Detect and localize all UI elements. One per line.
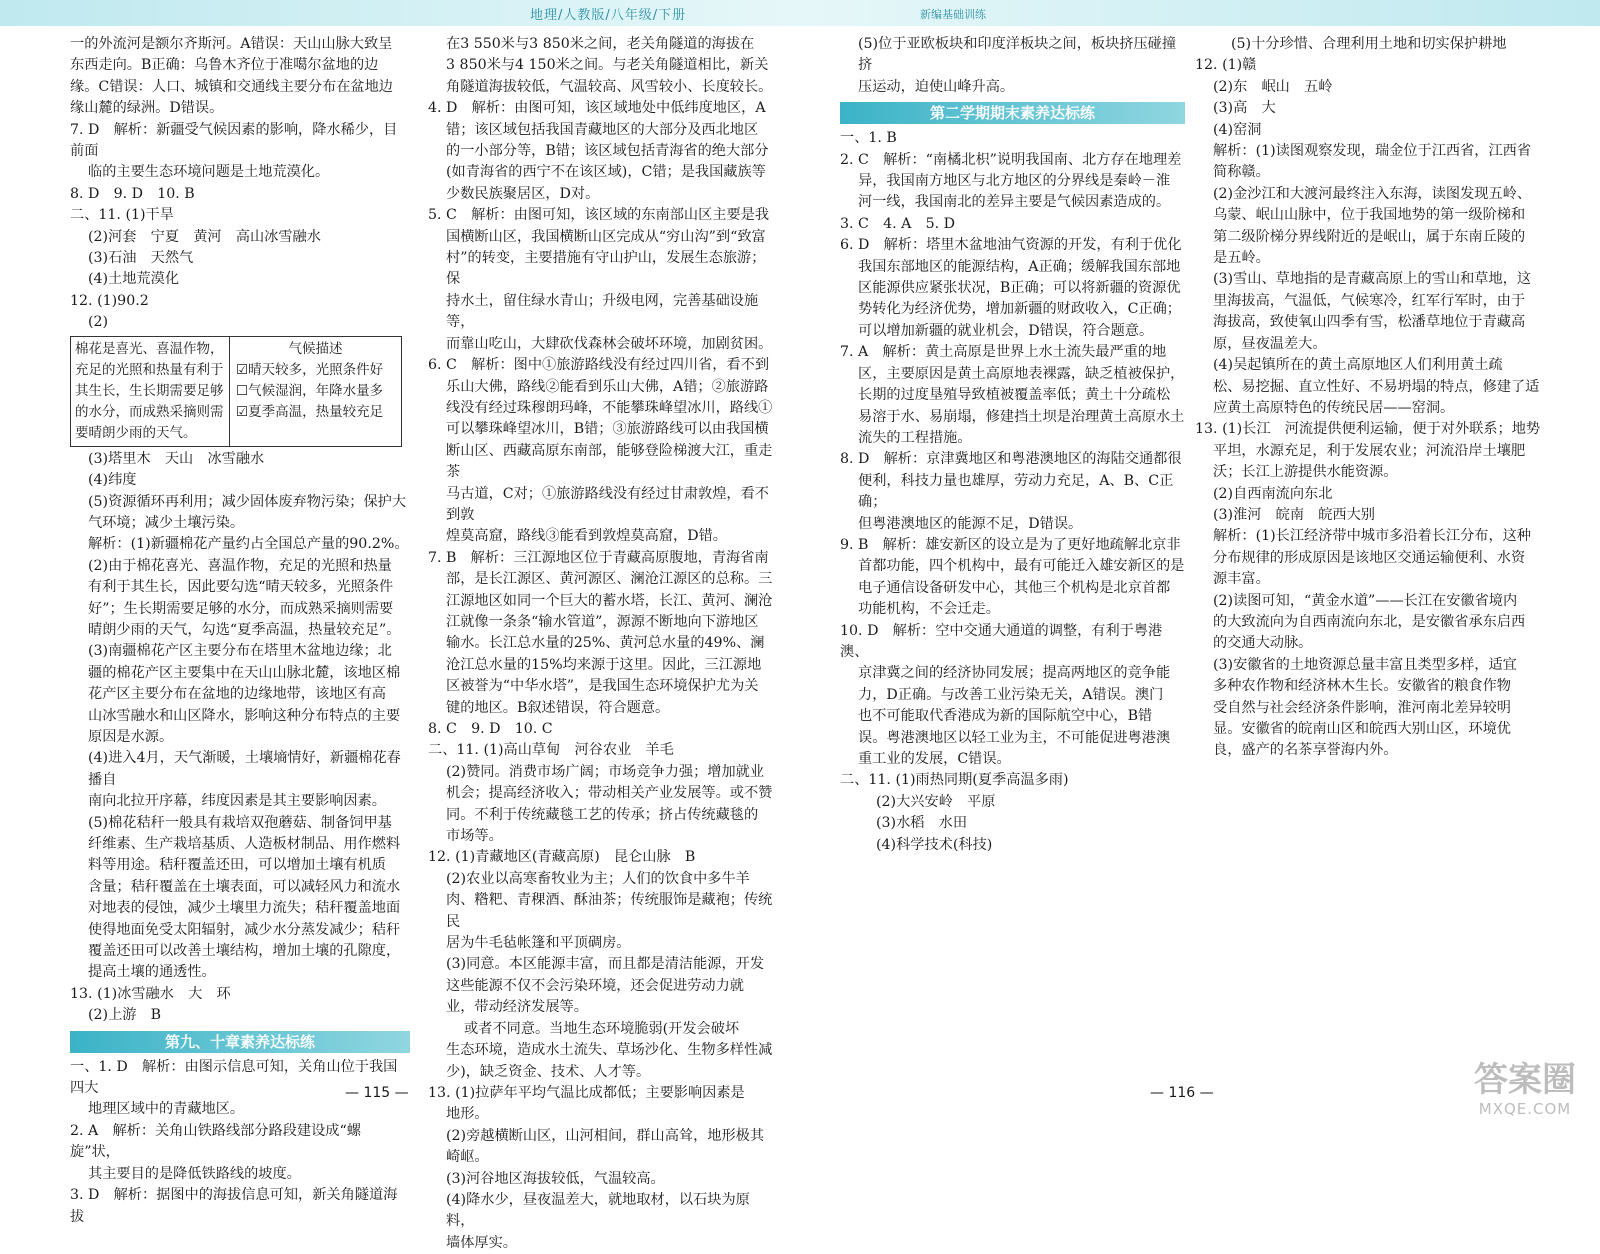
text-line: 同。不利于传统藏毯工艺的传承；挤占传统藏毯的 bbox=[446, 806, 759, 823]
text-line: 晴朗少雨的天气，勾选“夏季高温，热量较充足”。 bbox=[88, 621, 401, 638]
column-3 bbox=[840, 34, 1185, 856]
text-line: 电子通信设备研发中心，其他三个机构是北京首都 bbox=[858, 579, 1171, 596]
text-line: (3)河谷地区海拔较低，气温较高。 bbox=[446, 1170, 665, 1187]
text-line: 东西走向。B正确：乌鲁木齐位于准噶尔盆地的边 bbox=[70, 57, 379, 74]
answer-4: 4. D 解析：由图可知，该区域地处中低纬度地区，A bbox=[428, 100, 766, 117]
text-line: 是五岭。 bbox=[1213, 250, 1270, 267]
text-line: 缘。C错误：人口、城镇和交通线主要分布在盆地边 bbox=[70, 78, 393, 95]
text-line: (4)土地荒漠化 bbox=[88, 271, 180, 288]
text-line: 良，盛产的名茶享誉海内外。 bbox=[1213, 742, 1398, 759]
text-line: (2)读图可知，“黄金水道”——长江在安徽省境内 bbox=[1213, 592, 1518, 609]
text-line: 里海拔高，气温低，气候寒冷，红军行军时，由于 bbox=[1213, 292, 1526, 309]
text-line: 原因是水源。 bbox=[88, 728, 174, 745]
text-line: 可以攀珠峰望冰川，B错；③旅游路线可以由我国横 bbox=[446, 421, 769, 438]
answer-1: 一、1. B bbox=[840, 130, 897, 147]
text-line: 江源地区如同一个巨大的蓄水塔，长江、黄河、澜沧 bbox=[446, 592, 773, 609]
text-line: 料等用途。秸秆覆盖还田，可以增加土壤有机质 bbox=[88, 857, 386, 874]
text-line: 乌蒙、岷山山脉中，位于我国地势的第一级阶梯和 bbox=[1213, 207, 1526, 224]
header-bar bbox=[0, 0, 1600, 26]
text-line: (3)雪山、草地指的是青藏高原上的雪山和草地，这 bbox=[1213, 271, 1532, 288]
watermark-logo bbox=[1460, 1060, 1590, 1130]
watermark-url: MXQE.COM bbox=[1478, 1100, 1572, 1118]
text-line: 我国东部地区的能源结构，A正确；缓解我国东部地 bbox=[858, 258, 1181, 275]
text-line: 而靠山吃山，大肆砍伐森林会破坏环境，加剧贫困。 bbox=[446, 335, 773, 352]
answer-5: 5. C 解析：由图可知，该区域的东南部山区主要是我 bbox=[428, 207, 770, 224]
text-line: 业，带动经济发展等。 bbox=[446, 999, 588, 1016]
text-line: 区被誉为“中华水塔”，是我国生态环境保护尤为关 bbox=[446, 678, 759, 695]
column-2 bbox=[428, 34, 773, 1254]
text-line: 第二级阶梯分界线附近的是岷山，属于东南丘陵的 bbox=[1213, 228, 1526, 245]
answer-11: 二、11. (1)干旱 bbox=[70, 207, 174, 224]
text-line: 这些能源不仅不会污染环境，还会促进劳动力就 bbox=[446, 977, 744, 994]
text-line: 一的外流河是额尔齐斯河。A错误：天山山脉大致呈 bbox=[70, 36, 393, 52]
climate-option: ☐气候湿润，年降水量多 bbox=[236, 382, 384, 399]
header-title: 地理/人教版/八年级/下册 bbox=[530, 8, 687, 23]
text-line: 河一线，我国南北的差异主要是气候因素造成的。 bbox=[858, 194, 1171, 211]
answer-7: 7. D 解析：新疆受气候因素的影响，降水稀少，目前面 bbox=[70, 121, 398, 160]
text-line: 线没有经过珠穆朗玛峰，不能攀珠峰望冰川，路线① bbox=[446, 399, 773, 416]
section-banner: 第二学期期末素养达标练 bbox=[840, 102, 1185, 124]
text-line: 功能机构，不会迁走。 bbox=[858, 601, 1000, 618]
answer-8-10: 8. C 9. D 10. C bbox=[428, 721, 553, 737]
text-line: 或者不同意。当地生态环境脆弱(开发会破坏 bbox=[464, 1020, 740, 1037]
text-line: 花产区主要分布在盆地的边缘地带，该地区有高 bbox=[88, 686, 386, 703]
text-line: 可以增加新疆的就业机会，D错误，符合题意。 bbox=[858, 322, 1154, 339]
text-line: (2)上游 B bbox=[88, 1007, 162, 1024]
text-line: (3)安徽省的土地资源总量丰富且类型多样，适宜 bbox=[1213, 656, 1517, 673]
column-4 bbox=[1195, 34, 1545, 762]
text-line: 源丰富。 bbox=[1213, 571, 1270, 588]
text-line: (4)窑洞 bbox=[1213, 121, 1262, 138]
answer-8: 8. D 解析：京津冀地区和粤港澳地区的海陆交通都很 bbox=[840, 451, 1182, 468]
text-line: 流失的工程措施。 bbox=[858, 429, 972, 446]
text-line: 错；该区域包括我国青藏地区的大部分及西北地区 bbox=[446, 121, 759, 138]
text-line: 对地表的侵蚀，减少土壤里力流失；秸秆覆盖地面 bbox=[88, 900, 401, 917]
text-line: 应黄土高原特色的传统民居——窑洞。 bbox=[1213, 399, 1455, 416]
text-line: 好”；生长期需要足够的水分，而成熟采摘则需要 bbox=[88, 600, 394, 617]
answer-7: 7. B 解析：三江源地区位于青藏高原腹地，青海省南 bbox=[428, 549, 769, 566]
text-line: (2)旁越横断山区，山河相间，群山高耸，地形极其 bbox=[446, 1127, 765, 1144]
text-line: 南向北拉开序幕，纬度因素是其主要影响因素。 bbox=[88, 793, 386, 810]
text-line: 在3 550米与3 850米之间，老关角隧道的海拔在 bbox=[446, 36, 755, 52]
text-line: (3)塔里木 天山 冰雪融水 bbox=[88, 450, 265, 467]
section-banner: 第九、十章素养达标练 bbox=[70, 1031, 410, 1053]
text-line: 误。粤港澳地区以轻工业为主，不可能促进粤港澳 bbox=[858, 729, 1171, 746]
text-line: 解析：(1)新疆棉花产量约占全国总产量的90.2%。 bbox=[88, 536, 409, 553]
text-line: 分布规律的形成原因是该地区交通运输便利、水资 bbox=[1213, 549, 1526, 566]
climate-table bbox=[70, 336, 402, 447]
text-line: 键的地区。B叙述错误，符合题意。 bbox=[446, 699, 670, 716]
answer-9: 9. B 解析：雄安新区的设立是为了更好地疏解北京非 bbox=[840, 536, 1181, 553]
text-line: (4)降水少，昼夜温差大，就地取材，以石块为原料， bbox=[446, 1191, 750, 1230]
text-line: 便利，科技力量也雄厚，劳动力充足，A、B、C正确； bbox=[858, 472, 1174, 511]
text-line: 居为牛毛毡帐篷和平顶碉房。 bbox=[446, 935, 631, 952]
answer-12: 12. (1)赣 bbox=[1195, 57, 1257, 74]
text-line: 墙体厚实。 bbox=[446, 1234, 517, 1251]
text-line: 生态环境，造成水土流失、草场沙化、生物多样性减 bbox=[446, 1042, 773, 1059]
answer-13: 13. (1)冰雪融水 大 环 bbox=[70, 985, 231, 1002]
text-line: 输水。长江总水量的25%、黄河总水量的49%、澜 bbox=[446, 635, 765, 652]
watermark-text: 答案圈 bbox=[1474, 1060, 1576, 1100]
answer-11: 二、11. (1)高山草甸 河谷农业 羊毛 bbox=[428, 742, 674, 759]
text-line: 马古道，C对；①旅游路线没有经过甘肃敦煌，看不到敦 bbox=[446, 485, 769, 523]
text-line: 提高土壤的通透性。 bbox=[88, 964, 216, 981]
text-line: 覆盖还田可以改善土壤结构，增加土壤的孔隙度， bbox=[88, 943, 401, 960]
text-line: 煌莫高窟，路线③能看到敦煌莫高窟，D错。 bbox=[446, 528, 727, 545]
text-line: (3)淮河 皖南 皖西大别 bbox=[1213, 506, 1375, 523]
text-line: 的大致流向为自西南流向东北，是安徽省承东启西 bbox=[1213, 613, 1526, 630]
text-line: (5)十分珍惜、合理利用土地和切实保护耕地 bbox=[1231, 36, 1507, 52]
answer-10: 10. D 解析：空中交通大通道的调整，有利于粤港澳、 bbox=[840, 622, 1163, 660]
text-line: 势转化为经济优势，增加新疆的财政收入，C正确； bbox=[858, 301, 1181, 318]
text-line: 临的主要生态环境问题是土地荒漠化。 bbox=[88, 164, 330, 181]
climate-table-left: 棉花是喜光、喜温作物，充足的光照和热量有利于其生长，生长期需要足够的水分，而成熟采摘则需要晴朗少雨的天气。 bbox=[71, 337, 230, 446]
text-line: 部，是长江源区、黄河源区、澜沧江源区的总称。三 bbox=[446, 571, 773, 588]
text-line: 多种农作物和经济林木生长。安徽省的粮食作物 bbox=[1213, 678, 1511, 695]
answer-1: 一、1. D 解析：由图示信息可知，关角山位于我国四大 bbox=[70, 1058, 398, 1097]
text-line: 京津冀之间的经济协同发展；提高两地区的竞争能 bbox=[858, 665, 1171, 682]
answer-8-10: 8. D 9. D 10. B bbox=[70, 185, 195, 202]
climate-table-right bbox=[230, 337, 401, 446]
text-line: 市场等。 bbox=[446, 828, 503, 845]
text-line: 平坦，水源充足，利于发展农业；河流沿岸土壤肥 bbox=[1213, 442, 1526, 459]
text-line: 持水土，留住绿水青山；升级电网，完善基础设施等， bbox=[446, 292, 759, 331]
header-series: 新编基础训练 bbox=[920, 8, 986, 21]
text-line: 首都功能，四个机构中，最有可能迁入雄安新区的是 bbox=[858, 558, 1185, 575]
text-line: 使得地面免受太阳辐射，减少水分蒸发减少；秸秆 bbox=[88, 921, 401, 938]
text-line: 崎岖。 bbox=[446, 1149, 489, 1166]
text-line: 机会；提高经济收入；带动相关产业发展等。或不赞 bbox=[446, 785, 773, 802]
text-line: (2)大兴安岭 平原 bbox=[876, 793, 996, 810]
text-line: (2)自西南流向东北 bbox=[1213, 485, 1333, 502]
answer-13: 13. (1)长江 河流提供便利运输，便于对外联系；地势 bbox=[1195, 421, 1541, 438]
climate-option: ☑夏季高温，热量较充足 bbox=[236, 403, 384, 420]
text-line: 的一小部分等，B错；该区域包括青海省的绝大部分 bbox=[446, 143, 769, 160]
text-line: (3)高 大 bbox=[1213, 100, 1276, 117]
text-line: 其主要目的是降低铁路线的坡度。 bbox=[88, 1165, 301, 1182]
text-line: (2) bbox=[88, 314, 109, 331]
text-line: (2)河套 宁夏 黄河 高山冰雪融水 bbox=[88, 228, 321, 245]
text-line: (2)由于棉花喜光、喜温作物，充足的光照和热量 bbox=[88, 557, 392, 574]
text-line: 断山区、西藏高原东南部，能够登险梯渡大江，重走茶 bbox=[446, 442, 773, 481]
text-line: 简称赣。 bbox=[1213, 164, 1270, 181]
text-line: 缘山麓的绿洲。D错误。 bbox=[70, 100, 224, 117]
text-line: 有利于其生长，因此要勾选“晴天较多，光照条件 bbox=[88, 579, 394, 596]
text-line: (如青海省的西宁不在该区域)，C错；是我国藏族等 bbox=[446, 164, 766, 181]
text-line: 解析：(1)读图观察发现，瑞金位于江西省，江西省 bbox=[1213, 143, 1532, 160]
text-line: 异，我国南方地区与北方地区的分界线是秦岭－淮 bbox=[858, 173, 1171, 190]
page-number-right: — 116 — bbox=[1150, 1085, 1214, 1101]
page-number-left: — 115 — bbox=[345, 1085, 409, 1101]
text-line: 少)，缺乏资金、技术、人才等。 bbox=[446, 1063, 651, 1080]
text-line: 纤维素、生产栽培基质、人造板材制品、用作燃料 bbox=[88, 836, 401, 852]
text-line: 角隧道海拔较低，气温较高、风雪较小、长度较长。 bbox=[446, 78, 773, 95]
text-line: 国横断山区，我国横断山区完成从“穷山沟”到“致富 bbox=[446, 228, 766, 245]
text-line: (4)纬度 bbox=[88, 472, 137, 489]
text-line: 区，主要原因是黄土高原地表裸露，缺乏植被保护， bbox=[858, 365, 1185, 382]
answer-6: 6. D 解析：塔里木盆地油气资源的开发，有利于优化 bbox=[840, 237, 1182, 254]
text-line: 地理区域中的青藏地区。 bbox=[88, 1101, 245, 1118]
climate-table-title: 气候描述 bbox=[288, 340, 343, 357]
text-line: 少数民族聚居区，D对。 bbox=[446, 185, 600, 202]
text-line: 压运动，迫使山峰升高。 bbox=[858, 78, 1015, 95]
text-line: 显。安徽省的皖南山区和皖西大别山区，环境优 bbox=[1213, 721, 1511, 737]
text-line: 但粤港澳地区的能源不足，D错误。 bbox=[858, 515, 1083, 532]
text-line: 含量；秸秆覆盖在土壤表面，可以减轻风力和流水 bbox=[88, 878, 401, 895]
text-line: (2)农业以高寒畜牧业为主；人们的饮食中多牛羊 bbox=[446, 870, 750, 887]
answer-13: 13. (1)拉萨年平均气温比成都低；主要影响因素是 bbox=[428, 1084, 745, 1101]
text-line: 气环境；减少土壤污染。 bbox=[88, 514, 245, 531]
text-line: 肉、糌粑、青稞酒、酥油茶；传统服饰是藏袍；传统民 bbox=[446, 892, 773, 930]
answer-12: 12. (1)青藏地区(青藏高原) 昆仑山脉 B bbox=[428, 849, 696, 866]
text-line: (3)同意。本区能源丰富，而且都是清洁能源，开发 bbox=[446, 956, 765, 973]
text-line: 重工业的发展，C错误。 bbox=[858, 751, 1011, 767]
text-line: (3)石油 天然气 bbox=[88, 250, 194, 267]
answer-3: 3. D 解析：据图中的海拔信息可知，新关角隧道海拔 bbox=[70, 1187, 398, 1225]
text-line: 的交通大动脉。 bbox=[1213, 635, 1313, 652]
text-line: 江就像一条条“输水管道”，源源不断地向下游地区 bbox=[446, 613, 759, 630]
text-line: 村”的转变，主要措施有守山护山，发展生态旅游；保 bbox=[446, 250, 766, 288]
answer-2: 2. C 解析：“南橘北枳”说明我国南、北方存在地理差 bbox=[840, 151, 1182, 168]
answer-12: 12. (1)90.2 bbox=[70, 292, 149, 309]
text-line: (4)科学技术(科技) bbox=[876, 836, 993, 853]
text-line: 海拔高，致使氧山四季有雪，松潘草地位于青藏高 bbox=[1213, 314, 1526, 331]
text-line: 也不可能取代香港成为新的国际航空中心，B错 bbox=[858, 708, 1153, 725]
text-line: 沃；长江上游提供水能资源。 bbox=[1213, 464, 1398, 481]
answer-6: 6. C 解析：图中①旅游路线没有经过四川省，看不到 bbox=[428, 357, 770, 374]
text-line: 易溶于水、易崩塌，修建挡土坝是治理黄土高原水土 bbox=[858, 408, 1185, 425]
climate-option: ☑晴天较多，光照条件好 bbox=[236, 361, 384, 378]
text-line: 受自然与社会经济条件影响，淮河南北差异较明 bbox=[1213, 699, 1511, 716]
text-line: (3)水稻 水田 bbox=[876, 815, 968, 832]
text-line: (5)位于亚欧板块和印度洋板块之间，板块挤压碰撞挤 bbox=[858, 36, 1177, 74]
text-line: 山冰雪融水和山区降水，影响这种分布特点的主要 bbox=[88, 707, 401, 724]
text-line: 地形。 bbox=[446, 1106, 489, 1123]
answer-3-5: 3. C 4. A 5. D bbox=[840, 215, 955, 232]
text-line: 松、易挖掘、直立性好、不易坍塌的特点，修建了适 bbox=[1213, 378, 1540, 395]
text-line: 力，D正确。与改善工业污染无关，A错误。澳门 bbox=[858, 686, 1164, 703]
text-line: (5)棉花秸秆一般具有栽培双孢蘑菇、制备饲甲基 bbox=[88, 814, 392, 831]
text-line: 区能源供应紧张状况，B正确；可以将新疆的资源优 bbox=[858, 280, 1181, 297]
text-line: 原，昼夜温差大。 bbox=[1213, 335, 1327, 352]
answer-7: 7. A 解析：黄土高原是世界上水土流失最严重的地 bbox=[840, 344, 1167, 361]
text-line: (2)东 岷山 五岭 bbox=[1213, 78, 1333, 95]
text-line: 3 850米与4 150米之间。与老关角隧道相比，新关 bbox=[446, 57, 769, 74]
text-line: (4)进入4月，天气渐暖，土壤墒情好，新疆棉花春播自 bbox=[88, 750, 401, 788]
answer-11: 二、11. (1)雨热同期(夏季高温多雨) bbox=[840, 772, 1069, 789]
answer-2: 2. A 解析：关角山铁路线部分路段建设成“螺旋”状， bbox=[70, 1122, 361, 1161]
text-line: 沧江总水量的15%均来源于这里。因此，三江源地 bbox=[446, 656, 762, 673]
text-line: 疆的棉花产区主要集中在天山山脉北麓，该地区棉 bbox=[88, 664, 401, 681]
text-line: 乐山大佛，路线②能看到乐山大佛，A错；②旅游路 bbox=[446, 378, 769, 395]
text-line: 解析：(1)长江经济带中城市多沿着长江分布，这种 bbox=[1213, 528, 1532, 545]
text-line: 长期的过度垦殖导致植被覆盖率低；黄土十分疏松 bbox=[858, 387, 1171, 404]
text-line: (4)吴起镇所在的黄土高原地区人们利用黄土疏 bbox=[1213, 357, 1503, 374]
column-1 bbox=[70, 34, 410, 1228]
text-line: (2)赞同。消费市场广阔；市场竞争力强；增加就业 bbox=[446, 763, 765, 780]
text-line: (2)金沙江和大渡河最终注入东海，读图发现五岭、 bbox=[1213, 185, 1532, 202]
text-line: (5)资源循环再利用；减少固体废弃物污染；保护大 bbox=[88, 493, 407, 510]
text-line: (3)南疆棉花产区主要分布在塔里木盆地边缘；北 bbox=[88, 643, 392, 660]
